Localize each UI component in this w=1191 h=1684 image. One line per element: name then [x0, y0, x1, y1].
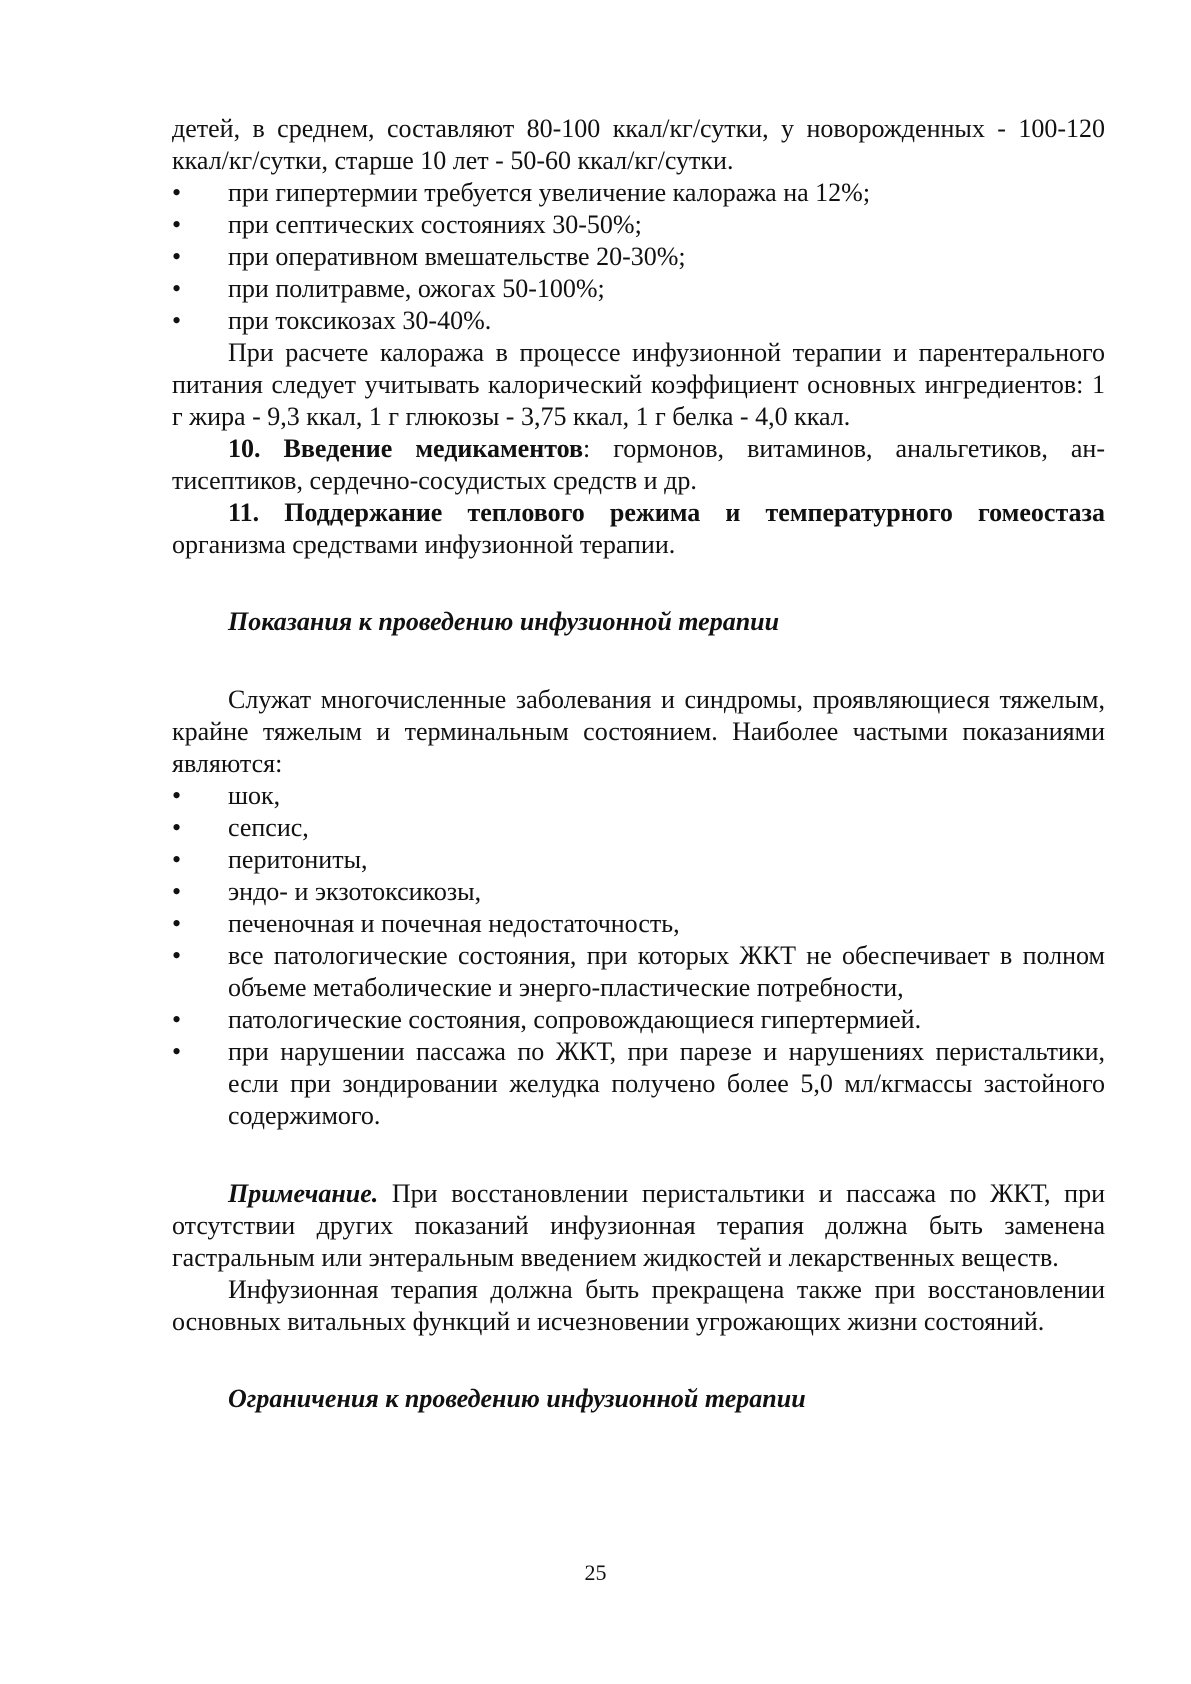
bullet-icon: •: [172, 909, 182, 938]
bullet-icon: •: [172, 845, 182, 874]
bullet-icon: •: [172, 813, 182, 842]
calorie-bullet-item-text: при токсикозах 30-40%.: [228, 306, 492, 335]
item-11-title: Поддержание теплового режима и температурного гомеостаза: [284, 498, 1105, 527]
calorie-bullet-item: [172, 273, 1105, 305]
item-10-number: 10.: [228, 434, 261, 463]
page-body: [172, 113, 1105, 1415]
item-10-paragraph: [172, 433, 1105, 497]
page-number: 25: [584, 1560, 607, 1585]
indication-item-text: сепсис,: [228, 813, 309, 842]
calorie-bullet-item-text: при гипертермии требуется увеличение калоража на 12%;: [228, 178, 871, 207]
note-paragraph: [172, 1178, 1105, 1274]
indication-item-text: печеночная и почечная недостаточность,: [228, 909, 680, 938]
bullet-icon: •: [172, 178, 182, 207]
spacer: [172, 638, 1105, 684]
bullet-icon: •: [172, 274, 182, 303]
indication-item: [172, 876, 1105, 908]
bullet-icon: •: [172, 781, 182, 810]
item-11-paragraph: [172, 497, 1105, 561]
bullet-icon: •: [172, 1005, 182, 1034]
indication-item: [172, 844, 1105, 876]
indication-item-text: все патологические состояния, при которых ЖКТ не обеспечивает в полном объеме метаболические и энерго-пластические потребности,: [228, 941, 1105, 1002]
bullet-icon: •: [172, 306, 182, 335]
calorie-bullet-list: [172, 177, 1105, 337]
calorie-paragraph: При расчете калоража в процессе инфузионной терапии и парентерального питания следует учитывать калорический коэффициент основных ингредиентов: 1 г жира - 9,3 ккал, 1 г глюкозы - 3,75 ккал, 1 г белка - 4,0 ккал.: [172, 338, 1105, 431]
calorie-bullet-item: [172, 305, 1105, 337]
calorie-bullet-item-text: при оперативном вмешательстве 20-30%;: [228, 242, 686, 271]
restrictions-heading: Ограничения к проведению инфузионной терапии: [228, 1384, 806, 1413]
indication-item-text: эндо- и экзотоксикозы,: [228, 877, 482, 906]
calorie-bullet-item-text: при септических состояниях 30-50%;: [228, 210, 642, 239]
indication-item-text: патологические состояния, сопровождающиеся гипертермией.: [228, 1005, 922, 1034]
indication-item-text: при нарушении пассажа по ЖКТ, при парезе и нарушениях перистальтики, если при зондировании желудка получено более 5,0 мл/кгмассы застойного содержимого.: [228, 1037, 1105, 1130]
item-10-text: : гормонов, витаминов, анальгетиков, антисептиков, сердечно-сосудистых средств и др.: [172, 434, 1105, 495]
bullet-icon: •: [172, 242, 182, 271]
bullet-icon: •: [172, 941, 182, 970]
intro-paragraph: детей, в среднем, составляют 80-100 ккал/кг/сутки, у новорожденных - 100-120 ккал/кг/сутки, старше 10 лет - 50-60 ккал/кг/сутки.: [172, 114, 1105, 175]
note-text: При восстановлении перистальтики и пассажа по ЖКТ, при отсутствии других показаний инфузионная терапия должна быть заменена гастральным или энтеральным введением жидкостей и лекарственных веществ.: [172, 1179, 1105, 1272]
bullet-icon: •: [172, 210, 182, 239]
spacer: [172, 1338, 1105, 1383]
indication-item: [172, 908, 1105, 940]
indication-item: [172, 1036, 1105, 1132]
spacer: [172, 1132, 1105, 1178]
indication-item: [172, 812, 1105, 844]
indication-item-text: шок,: [228, 781, 281, 810]
calorie-bullet-item: [172, 209, 1105, 241]
indication-item: [172, 940, 1105, 1004]
indications-bullet-list: [172, 780, 1105, 1132]
note-label: Примечание.: [228, 1179, 379, 1208]
bullet-icon: •: [172, 1037, 182, 1066]
item-11-number: 11.: [228, 498, 260, 527]
item-10-title: Введение медикаментов: [283, 434, 584, 463]
bullet-icon: •: [172, 877, 182, 906]
spacer: [172, 561, 1105, 606]
indications-intro: Служат многочисленные заболевания и синдромы, проявляющиеся тяжелым, крайне тяжелым и терминальным состоянием. Наиболее частыми показаниями являются:: [172, 685, 1105, 778]
note-followup-paragraph: Инфузионная терапия должна быть прекращена также при восстановлении основных витальных функций и исчезновении угрожающих жизни состояний.: [172, 1275, 1105, 1336]
indication-item-text: перитониты,: [228, 845, 368, 874]
calorie-bullet-item: [172, 241, 1105, 273]
item-11-text: организма средствами инфузионной терапии.: [172, 530, 676, 559]
indication-item: [172, 1004, 1105, 1036]
indications-heading: Показания к проведению инфузионной терапии: [228, 607, 780, 636]
calorie-bullet-item-text: при политравме, ожогах 50-100%;: [228, 274, 605, 303]
indication-item: [172, 780, 1105, 812]
calorie-bullet-item: [172, 177, 1105, 209]
